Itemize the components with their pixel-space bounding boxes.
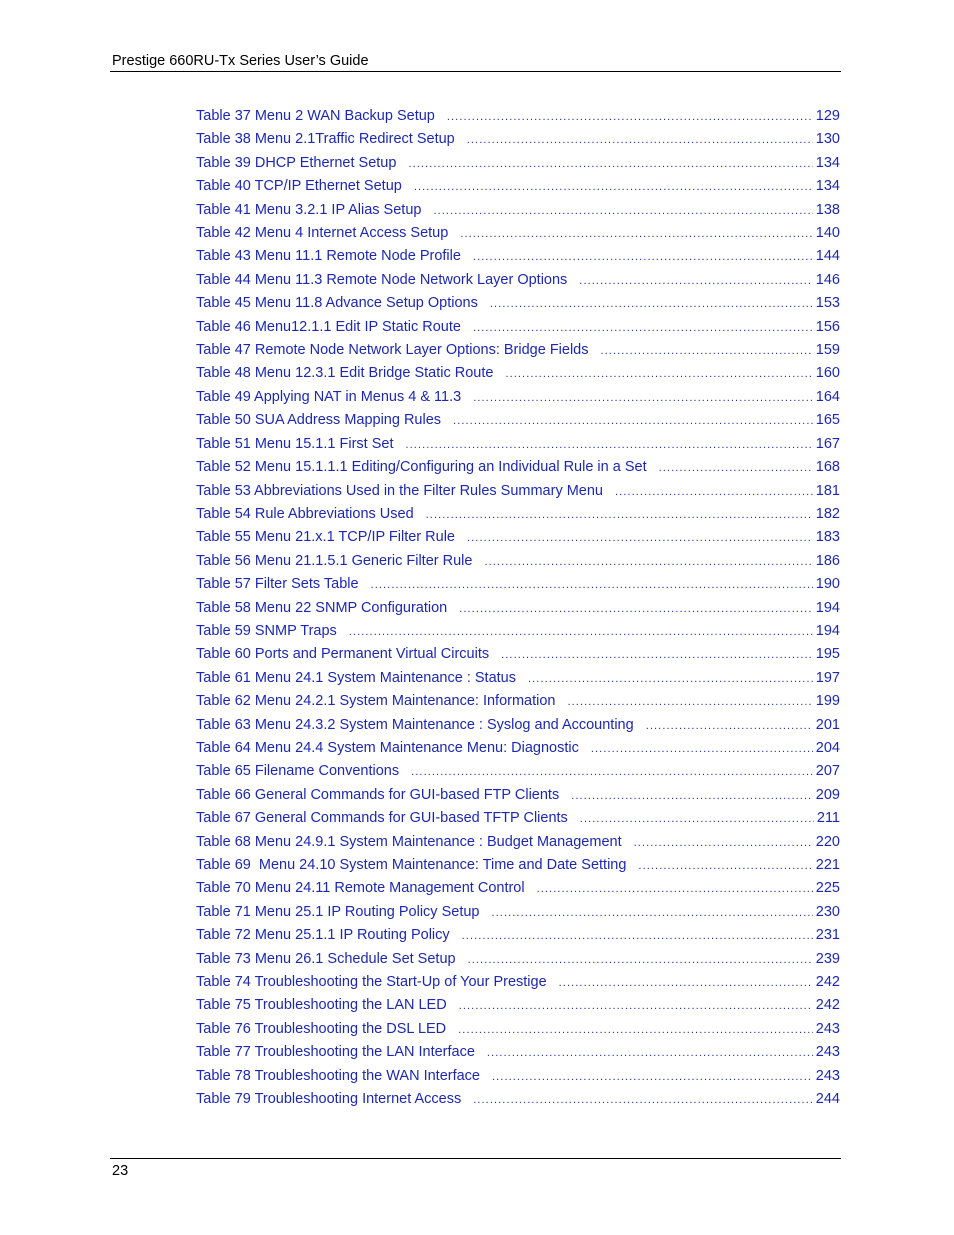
toc-entry-title[interactable]: Table 77 Troubleshooting the LAN Interface bbox=[196, 1044, 475, 1061]
toc-dot-leader bbox=[433, 201, 812, 221]
toc-dot-leader bbox=[646, 716, 813, 736]
toc-entry-title[interactable]: Table 69 Menu 24.10 System Maintenance: Time and Date Setting bbox=[196, 857, 627, 873]
toc-entry[interactable] bbox=[196, 574, 840, 597]
toc-entry-page-number[interactable]: 165 bbox=[815, 412, 840, 429]
toc-entry[interactable] bbox=[196, 176, 840, 199]
toc-entry-title[interactable]: Table 42 Menu 4 Internet Access Setup bbox=[196, 225, 449, 242]
toc-dot-leader bbox=[501, 645, 813, 665]
toc-entry-title[interactable]: Table 70 Menu 24.11 Remote Management Control bbox=[196, 880, 525, 897]
toc-entry-title[interactable]: Table 38 Menu 2.1Traffic Redirect Setup bbox=[196, 131, 455, 148]
toc-entry[interactable] bbox=[196, 1042, 840, 1065]
toc-dot-leader bbox=[528, 669, 813, 689]
toc-entry[interactable] bbox=[196, 153, 840, 176]
toc-entry[interactable] bbox=[196, 270, 840, 293]
toc-dot-leader bbox=[559, 973, 813, 993]
toc-entry-page-number[interactable]: 144 bbox=[815, 248, 840, 265]
toc-entry-title[interactable]: Table 37 Menu 2 WAN Backup Setup bbox=[196, 108, 435, 124]
toc-entry-title[interactable]: Table 46 Menu12.1.1 Edit IP Static Route bbox=[196, 318, 461, 335]
toc-entry-title[interactable]: Table 57 Filter Sets Table bbox=[196, 576, 359, 593]
toc-entry-title[interactable]: Table 64 Menu 24.4 System Maintenance Menu: Diagnostic bbox=[196, 739, 579, 756]
toc-dot-leader bbox=[453, 411, 813, 431]
toc-entry-title[interactable]: Table 72 Menu 25.1.1 IP Routing Policy bbox=[196, 927, 450, 944]
toc-entry-title[interactable]: Table 71 Menu 25.1 IP Routing Policy Setup bbox=[196, 903, 480, 920]
toc-dot-leader bbox=[426, 505, 813, 525]
toc-dot-leader bbox=[458, 1020, 813, 1040]
toc-entry[interactable] bbox=[196, 949, 840, 972]
toc-entry-page-number[interactable]: 190 bbox=[815, 576, 840, 593]
toc-entry-page-number[interactable]: 199 bbox=[815, 693, 840, 710]
toc-dot-leader bbox=[615, 482, 813, 502]
toc-entry-page-number[interactable]: 243 bbox=[815, 1044, 840, 1061]
toc-entry-page-number[interactable]: 197 bbox=[815, 669, 840, 686]
toc-entry-title[interactable]: Table 60 Ports and Permanent Virtual Circuits bbox=[196, 646, 490, 663]
toc-dot-leader bbox=[467, 528, 813, 548]
toc-entry-title[interactable]: Table 62 Menu 24.2.1 System Maintenance: Information bbox=[196, 693, 556, 710]
toc-entry-title[interactable]: Table 47 Remote Node Network Layer Options: Bridge Fields bbox=[196, 342, 589, 359]
toc-entry-page-number[interactable]: 183 bbox=[815, 529, 840, 546]
toc-entry-title[interactable]: Table 68 Menu 24.9.1 System Maintenance : Budget Management bbox=[196, 833, 622, 850]
toc-entry[interactable] bbox=[196, 387, 840, 410]
toc-entry-title[interactable]: Table 76 Troubleshooting the DSL LED bbox=[196, 1020, 447, 1037]
toc-entry[interactable] bbox=[196, 1019, 840, 1042]
toc-entry[interactable] bbox=[196, 457, 840, 480]
toc-entry[interactable] bbox=[196, 855, 840, 878]
toc-entry-page-number[interactable]: 181 bbox=[815, 482, 840, 499]
toc-entry[interactable] bbox=[196, 129, 840, 152]
toc-entry-title[interactable]: Table 48 Menu 12.3.1 Edit Bridge Static Route bbox=[196, 365, 494, 382]
toc-entry-page-number[interactable]: 243 bbox=[815, 1067, 840, 1084]
toc-dot-leader bbox=[460, 224, 812, 244]
toc-entry-page-number[interactable]: 242 bbox=[815, 997, 840, 1014]
toc-entry-page-number[interactable]: 134 bbox=[815, 154, 840, 171]
toc-dot-leader bbox=[411, 762, 813, 782]
toc-entry-page-number[interactable]: 243 bbox=[815, 1020, 840, 1037]
toc-entry-page-number[interactable]: 225 bbox=[815, 880, 840, 897]
toc-entry[interactable] bbox=[196, 200, 840, 223]
toc-entry-title[interactable]: Table 43 Menu 11.1 Remote Node Profile bbox=[196, 248, 461, 265]
toc-entry-title[interactable]: Table 73 Menu 26.1 Schedule Set Setup bbox=[196, 950, 456, 967]
toc-entry-page-number[interactable]: 244 bbox=[815, 1091, 840, 1108]
toc-entry[interactable] bbox=[196, 715, 840, 738]
toc-dot-leader bbox=[571, 786, 813, 806]
toc-dot-leader bbox=[473, 247, 813, 267]
toc-entry-page-number[interactable]: 167 bbox=[815, 435, 840, 452]
toc-entry[interactable] bbox=[196, 223, 840, 246]
toc-entry-title[interactable]: Table 50 SUA Address Mapping Rules bbox=[196, 412, 442, 429]
toc-dot-leader bbox=[468, 950, 813, 970]
toc-entry-page-number[interactable]: 242 bbox=[815, 974, 840, 991]
toc-dot-leader bbox=[459, 996, 813, 1016]
toc-dot-leader bbox=[591, 739, 813, 759]
toc-entry[interactable] bbox=[196, 972, 840, 995]
toc-entry-page-number[interactable]: 182 bbox=[815, 505, 840, 522]
toc-entry[interactable] bbox=[196, 598, 840, 621]
toc-entry[interactable] bbox=[196, 293, 840, 316]
toc-entry-page-number[interactable]: 130 bbox=[815, 131, 840, 148]
toc-dot-leader bbox=[467, 130, 813, 150]
toc-entry-page-number[interactable]: 204 bbox=[815, 739, 840, 756]
toc-entry[interactable] bbox=[196, 527, 840, 550]
toc-entry[interactable] bbox=[196, 691, 840, 714]
toc-dot-leader bbox=[505, 364, 812, 384]
toc-entry-page-number[interactable]: 140 bbox=[815, 225, 840, 242]
toc-dot-leader bbox=[579, 271, 813, 291]
toc-entry-title[interactable]: Table 39 DHCP Ethernet Setup bbox=[196, 154, 397, 171]
toc-entry-page-number[interactable]: 156 bbox=[815, 318, 840, 335]
toc-dot-leader bbox=[473, 388, 813, 408]
header-divider bbox=[110, 71, 841, 72]
toc-entry-title[interactable]: Table 52 Menu 15.1.1.1 Editing/Configuring an Individual Rule in a Set bbox=[196, 459, 647, 476]
toc-dot-leader bbox=[459, 599, 813, 619]
toc-entry-title[interactable]: Table 63 Menu 24.3.2 System Maintenance : Syslog and Accounting bbox=[196, 716, 634, 733]
toc-entry[interactable] bbox=[196, 1066, 840, 1089]
toc-dot-leader bbox=[473, 1090, 813, 1110]
toc-entry-page-number[interactable]: 239 bbox=[815, 950, 840, 967]
footer-page-number: 23 bbox=[112, 1163, 129, 1179]
toc-entry-title[interactable]: Table 58 Menu 22 SNMP Configuration bbox=[196, 599, 448, 616]
toc-entry-title[interactable]: Table 55 Menu 21.x.1 TCP/IP Filter Rule bbox=[196, 529, 455, 546]
toc-entry[interactable] bbox=[196, 644, 840, 667]
toc-entry-page-number[interactable]: 164 bbox=[815, 388, 840, 405]
toc-entry-title[interactable]: Table 54 Rule Abbreviations Used bbox=[196, 505, 414, 522]
toc-entry-title[interactable]: Table 44 Menu 11.3 Remote Node Network Layer Options bbox=[196, 271, 568, 288]
toc-entry[interactable] bbox=[196, 761, 840, 784]
toc-dot-leader bbox=[414, 177, 813, 197]
toc-entry-title[interactable]: Table 75 Troubleshooting the LAN LED bbox=[196, 997, 447, 1014]
toc-entry-title[interactable]: Table 53 Abbreviations Used in the Filter Rules Summary Menu bbox=[196, 482, 603, 499]
toc-dot-leader bbox=[634, 833, 813, 853]
toc-entry[interactable] bbox=[196, 1089, 840, 1112]
toc-entry-page-number[interactable]: 153 bbox=[815, 295, 840, 312]
toc-entry-page-number[interactable]: 195 bbox=[815, 646, 840, 663]
toc-entry-title[interactable]: Table 56 Menu 21.1.5.1 Generic Filter Rule bbox=[196, 552, 473, 569]
toc-dot-leader bbox=[638, 856, 812, 876]
toc-entry[interactable] bbox=[196, 246, 840, 269]
toc-entry-page-number[interactable]: 211 bbox=[816, 810, 840, 827]
toc-dot-leader bbox=[447, 107, 813, 127]
toc-entry[interactable] bbox=[196, 621, 840, 644]
toc-entry[interactable] bbox=[196, 808, 840, 831]
toc-dot-leader bbox=[349, 622, 813, 642]
toc-entry[interactable] bbox=[196, 738, 840, 761]
toc-entry[interactable] bbox=[196, 832, 840, 855]
toc-entry-title[interactable]: Table 51 Menu 15.1.1 First Set bbox=[196, 435, 394, 452]
toc-entry-page-number[interactable]: 201 bbox=[815, 716, 840, 733]
toc-entry[interactable] bbox=[196, 551, 840, 574]
toc-entry[interactable] bbox=[196, 410, 840, 433]
toc-entry-title[interactable]: Table 74 Troubleshooting the Start-Up of Your Prestige bbox=[196, 974, 547, 991]
toc-entry-title[interactable]: Table 67 General Commands for GUI-based TFTP Clients bbox=[196, 810, 568, 827]
toc-dot-leader bbox=[659, 458, 813, 478]
toc-entry-page-number[interactable]: 231 bbox=[815, 927, 840, 944]
toc-dot-leader bbox=[490, 294, 813, 314]
toc-dot-leader bbox=[491, 903, 812, 923]
toc-entry-title[interactable]: Table 40 TCP/IP Ethernet Setup bbox=[196, 178, 402, 195]
toc-dot-leader bbox=[492, 1067, 813, 1087]
toc-entry-page-number[interactable]: 230 bbox=[815, 903, 840, 920]
toc-dot-leader bbox=[408, 154, 812, 174]
toc-entry-page-number[interactable]: 146 bbox=[815, 271, 840, 288]
toc-entry[interactable] bbox=[196, 317, 840, 340]
toc-entry[interactable] bbox=[196, 902, 840, 925]
toc-entry-page-number[interactable]: 168 bbox=[815, 459, 840, 476]
toc-entry[interactable] bbox=[196, 668, 840, 691]
toc-dot-leader bbox=[487, 1043, 813, 1063]
header-title: Prestige 660RU-Tx Series User’s Guide bbox=[112, 53, 369, 69]
toc-entry-page-number[interactable]: 160 bbox=[815, 365, 840, 382]
toc-entry-page-number[interactable]: 209 bbox=[815, 786, 840, 803]
toc-entry-page-number[interactable]: 207 bbox=[815, 763, 840, 780]
toc-entry[interactable] bbox=[196, 995, 840, 1018]
toc-entry-title[interactable]: Table 66 General Commands for GUI-based FTP Clients bbox=[196, 786, 560, 803]
toc-entry[interactable] bbox=[196, 340, 840, 363]
toc-entry-title[interactable]: Table 45 Menu 11.8 Advance Setup Options bbox=[196, 295, 478, 312]
table-of-contents-list bbox=[196, 106, 840, 1112]
toc-entry-page-number[interactable]: 129 bbox=[815, 108, 840, 124]
toc-entry-page-number[interactable]: 220 bbox=[815, 833, 840, 850]
toc-entry-title[interactable]: Table 59 SNMP Traps bbox=[196, 622, 337, 639]
toc-dot-leader bbox=[537, 879, 813, 899]
toc-dot-leader bbox=[567, 692, 812, 712]
toc-entry-page-number[interactable]: 159 bbox=[815, 342, 840, 359]
toc-dot-leader bbox=[405, 435, 812, 455]
toc-dot-leader bbox=[580, 809, 814, 829]
footer-divider bbox=[110, 1158, 841, 1159]
toc-entry-title[interactable]: Table 41 Menu 3.2.1 IP Alias Setup bbox=[196, 201, 422, 218]
toc-dot-leader bbox=[601, 341, 813, 361]
toc-entry-page-number[interactable]: 194 bbox=[815, 599, 840, 616]
toc-entry-title[interactable]: Table 49 Applying NAT in Menus 4 & 11.3 bbox=[196, 388, 462, 405]
toc-entry[interactable] bbox=[196, 785, 840, 808]
toc-entry[interactable] bbox=[196, 504, 840, 527]
toc-entry[interactable] bbox=[196, 434, 840, 457]
toc-entry[interactable] bbox=[196, 878, 840, 901]
toc-dot-leader bbox=[462, 926, 813, 946]
toc-entry-page-number[interactable]: 194 bbox=[815, 622, 840, 639]
toc-entry[interactable] bbox=[196, 106, 840, 129]
toc-dot-leader bbox=[371, 575, 813, 595]
toc-entry[interactable] bbox=[196, 925, 840, 948]
toc-entry-page-number[interactable]: 221 bbox=[815, 857, 840, 873]
toc-dot-leader bbox=[484, 552, 812, 572]
toc-entry-title[interactable]: Table 79 Troubleshooting Internet Access bbox=[196, 1091, 462, 1108]
toc-entry-title[interactable]: Table 61 Menu 24.1 System Maintenance : Status bbox=[196, 669, 516, 686]
toc-entry-title[interactable]: Table 78 Troubleshooting the WAN Interface bbox=[196, 1067, 480, 1084]
toc-entry-page-number[interactable]: 186 bbox=[815, 552, 840, 569]
toc-entry-page-number[interactable]: 138 bbox=[815, 201, 840, 218]
toc-entry[interactable] bbox=[196, 363, 840, 386]
toc-dot-leader bbox=[473, 318, 813, 338]
toc-entry[interactable] bbox=[196, 481, 840, 504]
toc-entry-page-number[interactable]: 134 bbox=[815, 178, 840, 195]
toc-entry-title[interactable]: Table 65 Filename Conventions bbox=[196, 763, 400, 780]
